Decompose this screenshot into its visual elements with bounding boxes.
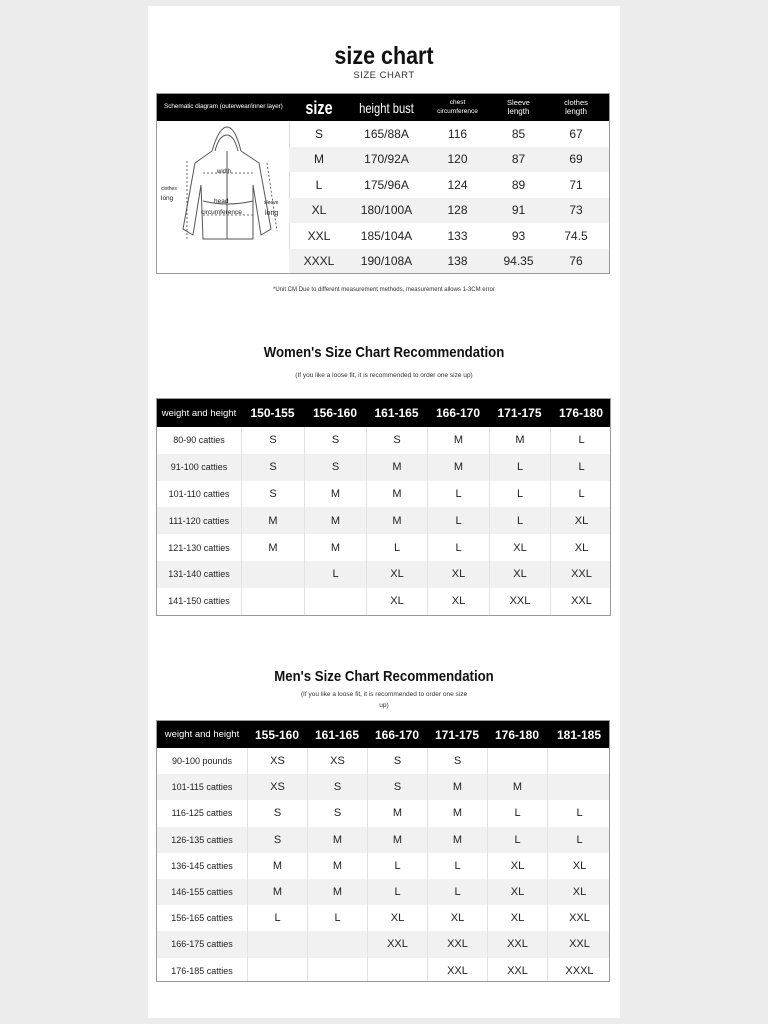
size-recommendation-cell: XS — [247, 774, 307, 800]
size-recommendation-cell — [307, 958, 367, 982]
size-recommendation-cell: M — [367, 827, 427, 853]
size-recommendation-cell: L — [489, 481, 550, 508]
size-recommendation-cell: S — [247, 800, 307, 826]
diagram-label-sleeve: sleeve — [264, 200, 279, 206]
size-cell-clothes: 69 — [569, 152, 583, 167]
size-cell-clothes: 71 — [569, 177, 583, 192]
size-recommendation-cell: XL — [547, 879, 610, 905]
size-cell-sleeve: 87 — [511, 152, 526, 167]
size-recommendation-cell: XXL — [547, 931, 610, 957]
size-row — [289, 249, 610, 275]
size-recommendation-cell: XL — [487, 879, 547, 905]
size-recommendation-cell: S — [307, 774, 367, 800]
size-recommendation-cell: L — [489, 454, 550, 481]
men-table-row — [157, 748, 610, 774]
size-recommendation-cell: S — [247, 827, 307, 853]
size-recommendation-cell: L — [427, 507, 489, 534]
size-recommendation-cell: XL — [367, 905, 427, 931]
size-recommendation-cell: XXL — [550, 588, 611, 615]
women-section-subtitle: (If you like a loose fit, it is recommended to order one size up) — [295, 372, 473, 379]
diagram-label-circumference: circumference — [201, 209, 242, 216]
header-height-range: 181-185 — [556, 727, 602, 742]
size-cell-sleeve: 93 — [511, 228, 526, 243]
size-recommendation-cell: XXL — [367, 931, 427, 957]
women-table-row — [157, 507, 611, 534]
row-weight-label: 126-135 catties — [171, 834, 233, 845]
row-weight-label: 80-90 catties — [173, 435, 225, 446]
size-recommendation-cell: XXL — [487, 931, 547, 957]
clothes-header-bottom: length — [565, 107, 587, 117]
row-weight-label: 166-175 catties — [171, 939, 233, 950]
size-cell-height-bust: 180/100A — [360, 203, 413, 218]
size-cell-size: XXL — [307, 228, 331, 243]
jacket-diagram — [157, 121, 290, 274]
size-recommendation-cell — [487, 748, 547, 774]
size-row — [289, 223, 610, 249]
size-cell-size: M — [314, 152, 324, 167]
header-height-range: 171-175 — [434, 727, 480, 742]
diagram-label-sleeve-long: long — [265, 210, 279, 217]
row-weight-label: 141-150 catties — [168, 596, 230, 607]
size-recommendation-cell: M — [247, 879, 307, 905]
size-cell-chest: 138 — [447, 254, 468, 269]
row-weight-label: 116-125 catties — [171, 808, 233, 819]
row-weight-label: 90-100 pounds — [171, 756, 233, 767]
size-cell-clothes: 76 — [569, 254, 583, 269]
men-table-row — [157, 800, 610, 826]
size-recommendation-cell: M — [366, 481, 427, 508]
size-chart-table — [156, 93, 610, 274]
size-recommendation-cell: L — [550, 481, 611, 508]
size-cell-size: XL — [311, 203, 327, 218]
header-height-range: 166-170 — [435, 406, 481, 420]
size-recommendation-cell: L — [487, 827, 547, 853]
size-cell-height-bust: 175/96A — [364, 177, 409, 192]
size-recommendation-cell: S — [304, 454, 366, 481]
size-recommendation-cell: M — [366, 507, 427, 534]
size-row — [289, 172, 610, 198]
row-weight-label: 131-140 catties — [168, 569, 230, 580]
size-cell-height-bust: 185/104A — [360, 228, 413, 243]
size-cell-sleeve: 91 — [511, 203, 526, 218]
size-recommendation-cell: S — [307, 800, 367, 826]
size-cell-clothes: 74.5 — [564, 228, 588, 243]
size-chart-header — [157, 94, 610, 121]
size-cell-clothes: 73 — [569, 203, 583, 218]
size-cell-size: L — [315, 177, 323, 192]
size-recommendation-cell: XL — [427, 588, 489, 615]
header-height-range: 171-175 — [497, 406, 542, 420]
size-recommendation-cell: M — [427, 827, 487, 853]
measurement-note: *Unit CM Due to different measurement methods, measurement allows 1-3CM error — [273, 287, 495, 293]
size-recommendation-cell: S — [367, 774, 427, 800]
row-weight-label: 176-185 catties — [171, 965, 233, 976]
chest-header-bottom: circumference — [437, 107, 478, 115]
women-table-header — [157, 399, 611, 427]
header-height-range: 176-180 — [558, 406, 604, 420]
size-recommendation-cell: M — [489, 427, 550, 454]
header-height-range: 161-165 — [374, 406, 419, 420]
size-recommendation-cell: M — [367, 800, 427, 826]
size-recommendation-cell: S — [241, 427, 304, 454]
size-cell-sleeve: 89 — [511, 177, 526, 192]
col-clothes-header — [546, 94, 606, 121]
size-recommendation-cell: M — [427, 427, 489, 454]
size-recommendation-cell — [367, 958, 427, 982]
men-table-row — [157, 827, 610, 853]
women-table-row — [157, 588, 611, 615]
size-recommendation-cell: L — [547, 827, 610, 853]
header-weight-height: weight and height — [164, 729, 240, 740]
size-recommendation-cell: XXXL — [547, 958, 610, 982]
col-size-header: size — [305, 97, 333, 118]
row-weight-label: 101-115 catties — [171, 782, 233, 793]
size-recommendation-cell: M — [241, 534, 304, 561]
col-height-bust-header: height bust — [359, 99, 414, 116]
women-table-row — [157, 481, 611, 508]
header-height-range: 150-155 — [250, 406, 295, 420]
size-recommendation-cell: M — [304, 534, 366, 561]
diagram-label-clothes: clothes — [161, 186, 177, 192]
size-recommendation-cell: M — [427, 800, 487, 826]
size-recommendation-cell: S — [366, 427, 427, 454]
size-recommendation-cell: L — [427, 879, 487, 905]
header-height-range: 155-160 — [254, 727, 300, 742]
size-recommendation-cell: L — [304, 561, 366, 588]
size-recommendation-cell: L — [550, 427, 611, 454]
size-recommendation-cell: L — [427, 534, 489, 561]
size-recommendation-cell: XL — [489, 561, 550, 588]
men-table-row — [157, 853, 610, 879]
size-recommendation-cell: L — [550, 454, 611, 481]
size-recommendation-cell: XXL — [550, 561, 611, 588]
size-cell-chest: 133 — [447, 228, 468, 243]
size-cell-height-bust: 165/88A — [364, 126, 409, 141]
size-cell-size: XXXL — [303, 254, 335, 269]
women-table-row — [157, 534, 611, 561]
sleeve-header-bottom: length — [507, 107, 530, 117]
col-sleeve-header — [491, 94, 546, 121]
row-weight-label: 121-130 catties — [168, 542, 230, 553]
size-row — [289, 121, 610, 147]
size-recommendation-cell — [241, 588, 304, 615]
size-recommendation-cell: XL — [547, 853, 610, 879]
page-title: size chart — [334, 42, 434, 70]
men-section-subtitle — [288, 689, 480, 711]
size-recommendation-cell: S — [304, 427, 366, 454]
diagram-label-long: long — [161, 195, 174, 202]
men-section-title: Men's Size Chart Recommendation — [274, 668, 494, 685]
men-table-row — [157, 905, 610, 931]
size-recommendation-cell: L — [547, 800, 610, 826]
size-recommendation-cell: XL — [427, 561, 489, 588]
row-weight-label: 136-145 catties — [171, 860, 233, 871]
size-recommendation-cell — [241, 561, 304, 588]
size-recommendation-cell: L — [489, 507, 550, 534]
size-row — [289, 147, 610, 173]
size-recommendation-cell: XXL — [487, 958, 547, 982]
men-recommendation-table — [156, 720, 610, 982]
size-cell-chest: 128 — [447, 203, 468, 218]
size-recommendation-cell — [307, 931, 367, 957]
row-weight-label: 91-100 catties — [170, 462, 228, 473]
women-recommendation-table — [156, 398, 611, 616]
size-recommendation-cell: L — [487, 800, 547, 826]
size-recommendation-cell — [247, 931, 307, 957]
header-height-range: 176-180 — [494, 727, 540, 742]
row-weight-label: 111-120 catties — [168, 515, 230, 526]
size-recommendation-cell: XL — [550, 507, 611, 534]
men-table-row — [157, 958, 610, 982]
diagram-label-head: head — [214, 198, 229, 205]
men-table-row — [157, 879, 610, 905]
size-recommendation-cell: XXL — [547, 905, 610, 931]
size-recommendation-cell: M — [304, 507, 366, 534]
sleeve-header-top: Sleeve — [507, 97, 530, 107]
col-chest-header — [424, 94, 491, 121]
size-recommendation-cell: M — [427, 774, 487, 800]
size-cell-clothes: 67 — [569, 126, 583, 141]
size-recommendation-cell: XL — [366, 561, 427, 588]
size-recommendation-cell: L — [367, 853, 427, 879]
size-cell-height-bust: 170/92A — [364, 152, 409, 167]
row-weight-label: 101-110 catties — [168, 488, 230, 499]
size-recommendation-cell: L — [367, 879, 427, 905]
size-recommendation-cell: L — [427, 853, 487, 879]
men-table-header — [157, 721, 610, 748]
men-subtitle-line1: (If you like a loose fit, it is recommended to order one size — [300, 691, 468, 698]
diagram-label-width: width — [217, 169, 232, 175]
size-recommendation-cell: M — [307, 827, 367, 853]
men-subtitle-line2: up) — [379, 702, 389, 709]
size-recommendation-cell: S — [367, 748, 427, 774]
size-recommendation-cell — [547, 748, 610, 774]
women-table-row — [157, 561, 611, 588]
schematic-label: Schematic diagram (outerwear/inner layer) — [164, 103, 283, 110]
size-recommendation-cell: XXL — [489, 588, 550, 615]
size-recommendation-cell: XL — [366, 588, 427, 615]
size-recommendation-cell: XL — [489, 534, 550, 561]
size-recommendation-cell: XXL — [427, 931, 487, 957]
row-weight-label: 156-165 catties — [171, 913, 233, 924]
women-section-title: Women's Size Chart Recommendation — [263, 344, 505, 361]
size-recommendation-cell: M — [241, 507, 304, 534]
size-cell-size: S — [314, 126, 323, 141]
size-recommendation-cell: XL — [487, 905, 547, 931]
header-weight-height: weight and height — [161, 407, 237, 419]
clothes-header-top: clothes — [564, 97, 588, 107]
size-recommendation-cell: XL — [427, 905, 487, 931]
size-recommendation-cell — [304, 588, 366, 615]
size-recommendation-cell: S — [241, 454, 304, 481]
size-recommendation-cell: S — [427, 748, 487, 774]
size-recommendation-cell: M — [304, 481, 366, 508]
women-table-row — [157, 454, 611, 481]
header-height-range: 166-170 — [374, 727, 420, 742]
header-height-range: 156-160 — [312, 406, 358, 420]
header-height-range: 161-165 — [314, 727, 360, 742]
size-recommendation-cell: XS — [307, 748, 367, 774]
size-recommendation-cell: S — [241, 481, 304, 508]
size-cell-sleeve: 85 — [511, 126, 526, 141]
size-cell-height-bust: 190/108A — [360, 254, 413, 269]
size-row — [289, 198, 610, 224]
size-recommendation-cell: L — [307, 905, 367, 931]
size-cell-chest: 120 — [447, 152, 468, 167]
size-recommendation-cell: XXL — [427, 958, 487, 982]
size-cell-chest: 116 — [447, 126, 468, 141]
men-table-row — [157, 931, 610, 957]
size-recommendation-cell: L — [366, 534, 427, 561]
size-recommendation-cell: M — [427, 454, 489, 481]
size-recommendation-cell: M — [247, 853, 307, 879]
page-subtitle: SIZE CHART — [353, 70, 415, 81]
size-cell-chest: 124 — [447, 177, 468, 192]
size-recommendation-cell: XL — [550, 534, 611, 561]
men-table-row — [157, 774, 610, 800]
size-recommendation-cell — [547, 774, 610, 800]
size-recommendation-cell: L — [427, 481, 489, 508]
product-page — [148, 6, 620, 1018]
size-cell-sleeve: 94.35 — [503, 254, 534, 269]
row-weight-label: 146-155 catties — [171, 887, 233, 898]
size-recommendation-cell: XL — [487, 853, 547, 879]
size-recommendation-cell: M — [366, 454, 427, 481]
women-table-row — [157, 427, 611, 454]
size-recommendation-cell: M — [487, 774, 547, 800]
size-recommendation-cell: M — [307, 879, 367, 905]
size-recommendation-cell: L — [247, 905, 307, 931]
size-recommendation-cell: XS — [247, 748, 307, 774]
size-recommendation-cell — [247, 958, 307, 982]
size-recommendation-cell: M — [307, 853, 367, 879]
chest-header-top: chest — [449, 99, 466, 106]
